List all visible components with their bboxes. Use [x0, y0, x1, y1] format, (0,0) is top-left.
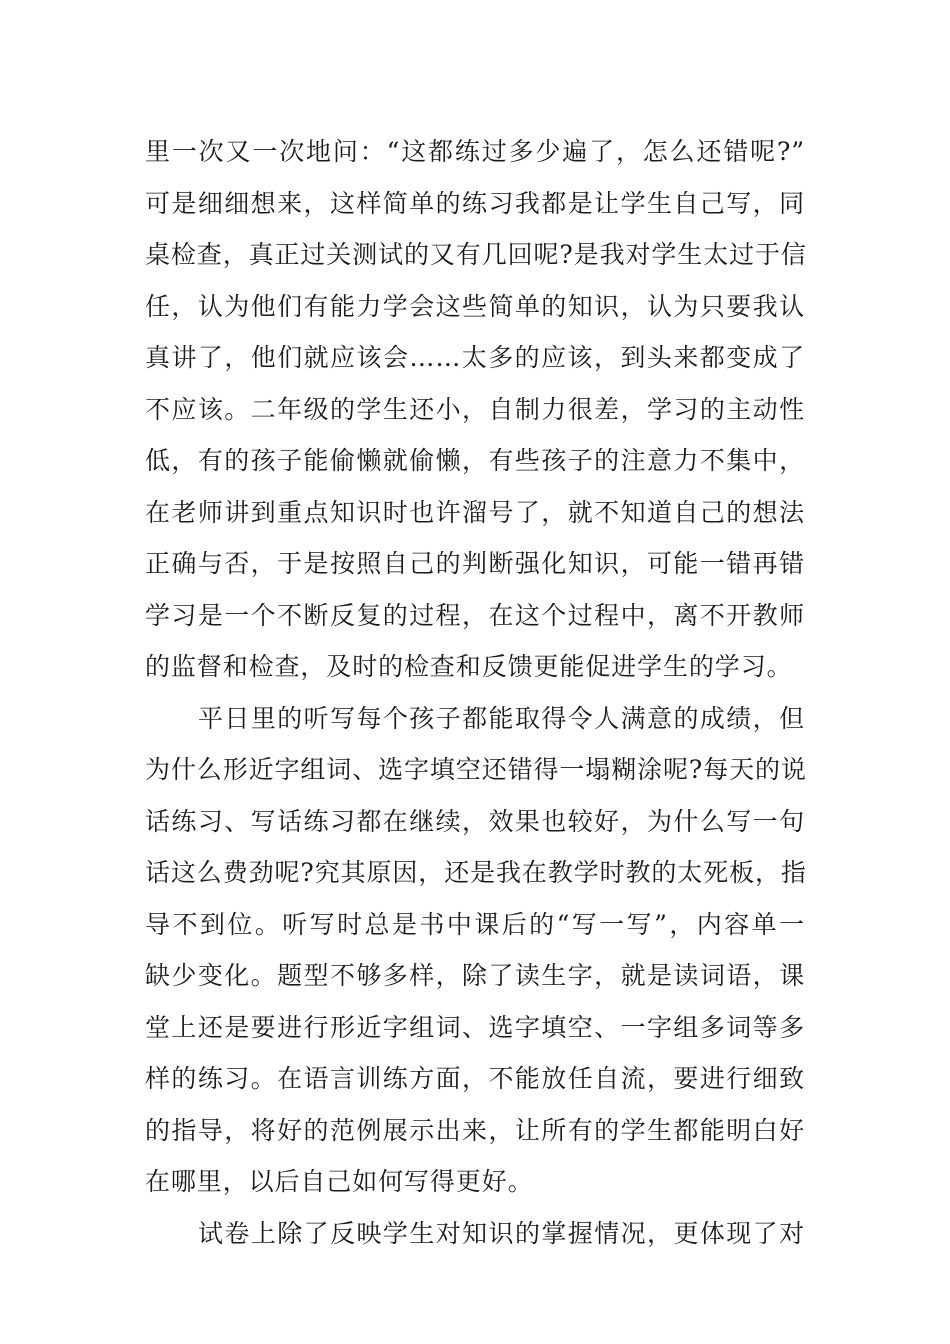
text-line: 堂上还是要进行形近字组词、选字填空、一字组多词等多	[145, 1012, 805, 1042]
text-line: 的监督和检查，及时的检查和反馈更能促进学生的学习。	[145, 652, 793, 681]
text-line: 不应该。二年级的学生还小，自制力很差，学习的主动性	[145, 394, 805, 424]
text-line: 的指导，将好的范例展示出来，让所有的学生都能明白好	[145, 1115, 805, 1145]
paragraph	[145, 1208, 805, 1260]
text-line: 在哪里，以后自己如何写得更好。	[145, 1167, 534, 1196]
text-line: 真讲了，他们就应该会……太多的应该，到头来都变成了	[145, 343, 805, 372]
text-line: 里一次又一次地问：“这都练过多少遍了，怎么还错呢?”	[145, 137, 805, 166]
text-line: 任，认为他们有能力学会这些简单的知识，认为只要我认	[145, 291, 805, 321]
text-line: 可是细细想来，这样简单的练习我都是让学生自己写，同	[145, 188, 805, 218]
text-line: 低，有的孩子能偷懒就偷懒，有些孩子的注意力不集中，	[145, 446, 805, 475]
text-line: 话练习、写话练习都在继续，效果也较好，为什么写一句	[145, 806, 805, 836]
text-line: 正确与否，于是按照自己的判断强化知识，可能一错再错	[145, 549, 805, 578]
text-line: 学习是一个不断反复的过程，在这个过程中，离不开教师	[145, 600, 805, 630]
document-body	[145, 126, 805, 1259]
text-line: 试卷上除了反映学生对知识的掌握情况，更体现了对	[198, 1218, 805, 1248]
paragraph	[145, 693, 805, 1208]
text-line: 话这么费劲呢?究其原因，还是我在教学时教的太死板，指	[145, 858, 807, 887]
text-line: 平日里的听写每个孩子都能取得令人满意的成绩，但	[198, 703, 805, 733]
text-line: 导不到位。听写时总是书中课后的“写一写”，内容单一	[145, 909, 805, 939]
text-line: 为什么形近字组词、选字填空还错得一塌糊涂呢?每天的说	[145, 755, 807, 784]
text-line: 在老师讲到重点知识时也许溜号了，就不知道自己的想法	[145, 497, 805, 527]
paragraph	[145, 126, 805, 693]
text-line: 缺少变化。题型不够多样，除了读生字，就是读词语，课	[145, 961, 805, 990]
text-line: 桌检查，真正过关测试的又有几回呢?是我对学生太过于信	[145, 240, 807, 269]
text-line: 样的练习。在语言训练方面，不能放任自流，要进行细致	[145, 1064, 805, 1093]
